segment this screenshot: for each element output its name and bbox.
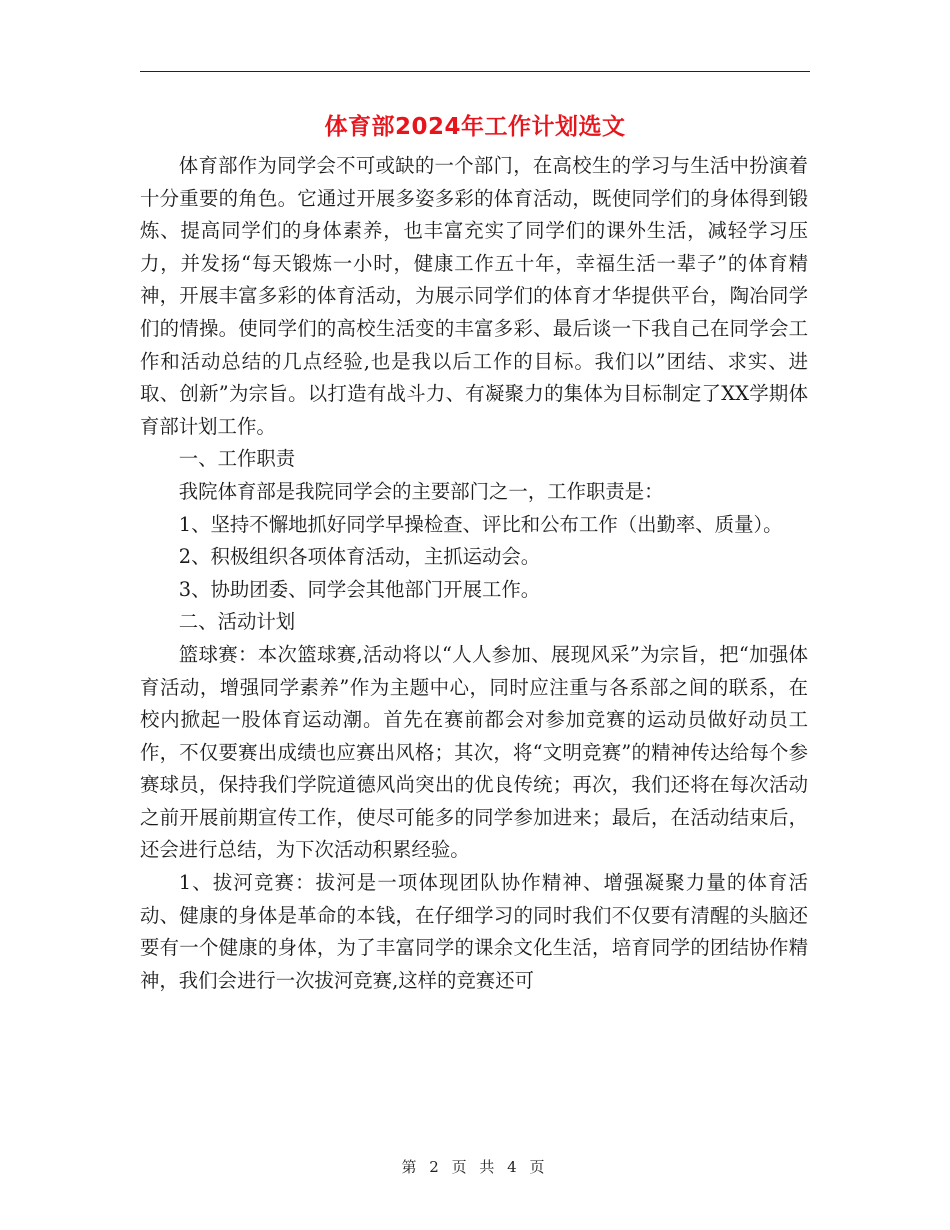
duty-item-2: 2、积极组织各项体育活动，主抓运动会。 — [178, 545, 541, 569]
document-body — [140, 150, 808, 997]
duty-item-1: 1、坚持不懈地抓好同学早操检查、评比和公布工作（出勤率、质量）。 — [178, 512, 783, 536]
header-rule — [140, 71, 810, 72]
document-title: 体育部2024年工作计划选文 — [324, 114, 626, 140]
section-heading-duties: 一、工作职责 — [178, 447, 296, 471]
tug-of-war-paragraph: 1、拔河竞赛：拔河是一项体现团队协作精神、增强凝聚力量的体育活动、健康的身体是革命的本钱，在仔细学习的同时我们不仅要有清醒的头脑还要有一个健康的身体，为了丰富同学的课余文化生活，培育同学的团结协作精神，我们会进行一次拔河竞赛,这样的竞赛还可 — [140, 871, 808, 992]
page-number: 第 2 页 共 4 页 — [401, 1158, 549, 1176]
basketball-paragraph: 篮球赛：本次篮球赛,活动将以“人人参加、展现风采”为宗旨，把“加强体育活动，增强同学素养”作为主题中心，同时应注重与各系部之间的联系，在校内掀起一股体育运动潮。首先在赛前都会对参加竞赛的运动员做好动员工作，不仅要赛出成绩也应赛出风格；其次，将“文明竞赛”的精神传达给每个参赛球员，保持我们学院道德风尚突出的优良传统；再次，我们还将在每次活动之前开展前期宣传工作，使尽可能多的同学参加进来；最后，在活动结束后，还会进行总结，为下次活动积累经验。 — [140, 642, 808, 862]
duty-item-3: 3、协助团委、同学会其他部门开展工作。 — [178, 577, 541, 601]
intro-paragraph: 体育部作为同学会不可或缺的一个部门，在高校生的学习与生活中扮演着十分重要的角色。它通过开展多姿多彩的体育活动，既使同学们的身体得到锻炼、提高同学们的身体素养，也丰富充实了同学们的课外生活，减轻学习压力，并发扬“每天锻炼一小时，健康工作五十年，幸福生活一辈子”的体育精神，开展丰富多彩的体育活动，为展示同学们的体育才华提供平台，陶冶同学们的情操。使同学们的高校生活变的丰富多彩、最后谈一下我自己在同学会工作和活动总结的几点经验,也是我以后工作的目标。我们以”团结、求实、进取、创新”为宗旨。以打造有战斗力、有凝聚力的集体为目标制定了XX学期体育部计划工作。 — [140, 154, 808, 438]
section-heading-plan: 二、活动计划 — [178, 610, 296, 634]
duties-intro: 我院体育部是我院同学会的主要部门之一，工作职责是： — [178, 479, 664, 503]
